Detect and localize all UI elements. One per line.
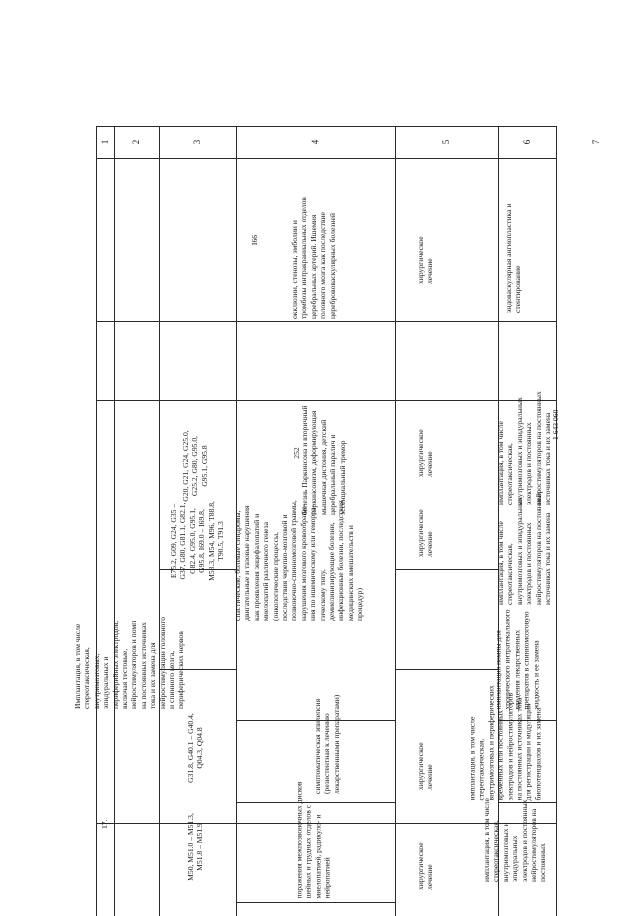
cell-treatment-type: хирургическое лечение — [416, 236, 435, 284]
cell-codes: M50, M51.0 – M51.3, M51.8 – M51.9 — [186, 813, 205, 881]
cell-method: эндоваскулярная ангиопластика и стентирование — [504, 203, 523, 313]
cell-codes: G31.8, G40.1 – G40.4, Q04.3, Q04.8 — [186, 713, 205, 783]
cell-method: имплантация, в том числе стереотаксическая, внутримозговых и эпидуральных электродов и постоянных нейростимуляторов на постоянных источниках тока и их замена — [496, 391, 553, 505]
table-border — [395, 126, 396, 916]
table-border — [96, 126, 556, 127]
cell-treatment-type: хирургическое лечение — [416, 842, 435, 890]
cell-row-number: 17. — [100, 819, 109, 829]
cell-technology-name: Имплантация, в том числе стереотаксическая, внутримозговых, эпидуральных и периферийных электродов, включая тестовые, нейростимуляторов и помп на постоянных источниках тока и их замена для нейростимуляции головного и спинного мозга, периферических нервов — [73, 616, 186, 709]
cell-diagnosis: поражения межпозвоночных дисков шейных и грудных отделов с миелопатией, радикуло- и нейропатией — [294, 781, 332, 899]
table-border — [395, 569, 498, 570]
cell-treatment-type: хирургическое лечение — [416, 509, 435, 557]
cell-method: имплантация, в том числе стереотаксическая, внутримозговых и периферических временных или постоянных электродов и нейростимуляторов на постоянных источниках тока для регистрации и модуляции биопотенциалов и их замена — [467, 685, 543, 801]
table-border — [96, 158, 556, 159]
column-header: 3 — [192, 139, 202, 145]
cell-codes: E75.2, G09, G24, G35 – G37, G80, G81.1, G82.1, G82.4, G95.0, G95.1, G95.8, I69.0 – I69.8, M53.3, M54, M96, T88.8, T90.5, T91.3 — [169, 501, 226, 581]
column-header: 4 — [310, 139, 320, 145]
cell-method: имплантация помпы для хронического интратекального введения лекарственных препаратов в спинномозговую жидкость и ее замена — [493, 609, 541, 710]
table-border — [96, 321, 556, 322]
cell-diagnosis: спастические, болевые синдромы, двигательные и тазовые нарушения как проявления энцефалопатий и миелопатий различного генеза (онкологические процессы, последствия черепно-мозговой и позвоночно-спинномозговой травмы, нарушения мозгового кровообраще- ния по ишемическому или геморра- гическому типу, демиелинизирующие болезни, инфекционные болезни, последствия медицинских вмешательств и процедур) — [233, 500, 365, 621]
cell-method: имплантация, в том числе стереотаксическая, внутримозговых и эпидуральных электродов и постоянных нейростимуляторов на постоянных — [482, 798, 548, 882]
column-header: 5 — [441, 139, 451, 145]
table-border — [556, 126, 557, 916]
table-border — [236, 902, 395, 903]
column-header: 2 — [131, 139, 141, 145]
cell-method: имплантация, в том числе стереотаксическая, внутримозговых и эпидуральных электродов и постоянных нейростимуляторов на постоянных источниках тока и их замена — [496, 491, 553, 605]
cell-treatment-type: хирургическое лечение — [416, 742, 435, 790]
cell-diagnosis: окклюзии, стенозы, эмболии и тромбозы интракраниальных отделов церебральных артерий. Ишемия головного мозга как последствие церебрововаскулярных болезней — [290, 197, 337, 319]
cell-code: I66 — [250, 234, 259, 246]
column-header: 1 — [100, 139, 110, 145]
cell-diagnosis: болезнь Паркинсона и вторичный паркинсонизм, деформирующая мышечная дистония, детский церебральный паралич и эссенциальный тремор — [300, 405, 347, 515]
cell-price: 1 643 060 — [551, 409, 560, 440]
page-number: 252 — [292, 447, 301, 459]
column-header: 6 — [522, 139, 532, 145]
cell-diagnosis: симптоматическая эпилепсия (резистентная к лечению лекарственными препаратами) — [313, 694, 341, 794]
column-header: 7 — [591, 139, 601, 145]
cell-treatment-type: хирургическое лечение — [416, 429, 435, 477]
cell-codes: G20, G21, G24, G25.0, G25.2, G80, G95.0, G95.1, G95.8 — [181, 430, 209, 502]
table-border — [395, 669, 498, 670]
